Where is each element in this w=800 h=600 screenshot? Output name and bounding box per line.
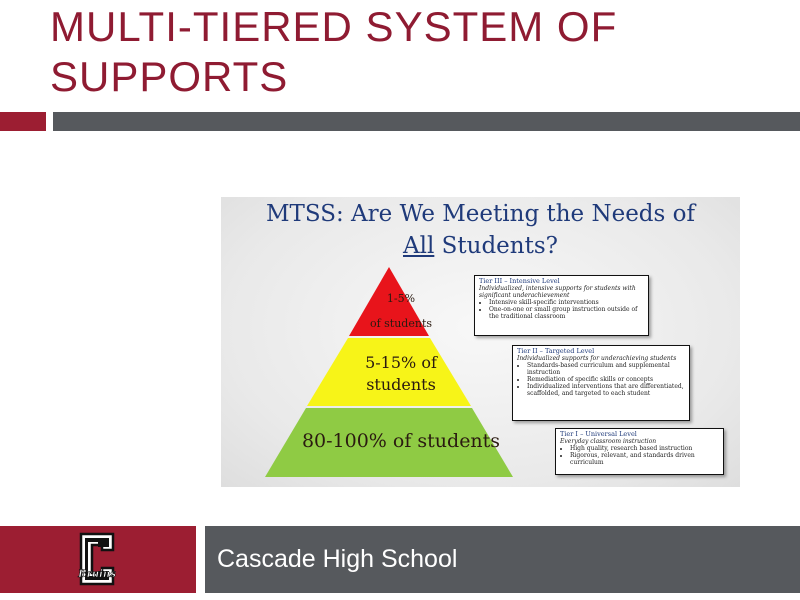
- tier2-description-box: [512, 345, 690, 421]
- tier3-label-line1: 1-5%: [386, 292, 416, 305]
- tier3-description-box: [474, 275, 649, 336]
- tier3-bullet: • Intensive skill-specific interventions: [489, 299, 644, 306]
- tier1-box-list: [560, 445, 719, 466]
- tier2-label-line2: students: [366, 375, 436, 394]
- tier2-bullet: • Individualized interventions that are differentiated, scaffolded, and targeted to each student: [527, 383, 685, 397]
- tier2-label: [346, 352, 456, 396]
- tier1-label: 80-100% of students: [301, 430, 501, 452]
- tier2-bullet: • Standards-based curriculum and supplemental instruction: [527, 362, 685, 376]
- slide-title: [50, 2, 617, 102]
- tier3-bullet: • One-on-one or small group instruction outside of the traditional classroom: [489, 306, 644, 320]
- tier2-box-desc: Individualized supports for underachieving students: [517, 355, 677, 362]
- school-name: Cascade High School: [217, 545, 458, 573]
- tier3-box-heading: Tier III – Intensive Level: [479, 277, 560, 285]
- tier1-bullet: • High quality, research based instruction: [570, 445, 719, 452]
- slide-title-line1: MULTI-TIERED SYSTEM OF: [50, 3, 618, 50]
- mtss-heading-line1: MTSS: Are We Meeting the Needs of: [265, 201, 695, 227]
- heading-all-underlined: All: [403, 233, 435, 259]
- tier1-bullet: • Rigorous, relevant, and standards driven curriculum: [570, 452, 719, 466]
- slide-title-line2: SUPPORTS: [50, 53, 289, 100]
- mtss-heading-line2: [221, 230, 740, 262]
- tier1-description-box: [555, 428, 724, 475]
- tier3-label: [361, 291, 441, 331]
- heading-rest: Students?: [434, 233, 558, 259]
- mtss-image: [221, 197, 740, 487]
- tier2-box-heading: Tier II – Targeted Level: [517, 347, 595, 355]
- mtss-heading: [221, 198, 740, 262]
- footer-bar: [205, 526, 800, 593]
- tier1-box-heading: Tier I – Universal Level: [560, 430, 637, 438]
- tier3-box-desc: Individualized, intensive supports for students with significant underachievement: [479, 285, 636, 299]
- title-rule: [53, 112, 800, 131]
- title-rule-accent: [0, 112, 46, 131]
- tier3-label-line2: of students: [369, 317, 433, 330]
- tier2-bullet: • Remediation of specific skills or concepts: [527, 376, 685, 383]
- footer-logo-panel: [0, 526, 196, 593]
- tier1-box-desc: Everyday classroom instruction: [560, 438, 657, 445]
- bruins-logo: [71, 530, 123, 588]
- tier3-box-list: [479, 299, 644, 320]
- tier2-label-line1: 5-15% of: [365, 353, 437, 372]
- tier2-box-list: [517, 362, 685, 397]
- logo-script-text: Bruins: [78, 569, 116, 580]
